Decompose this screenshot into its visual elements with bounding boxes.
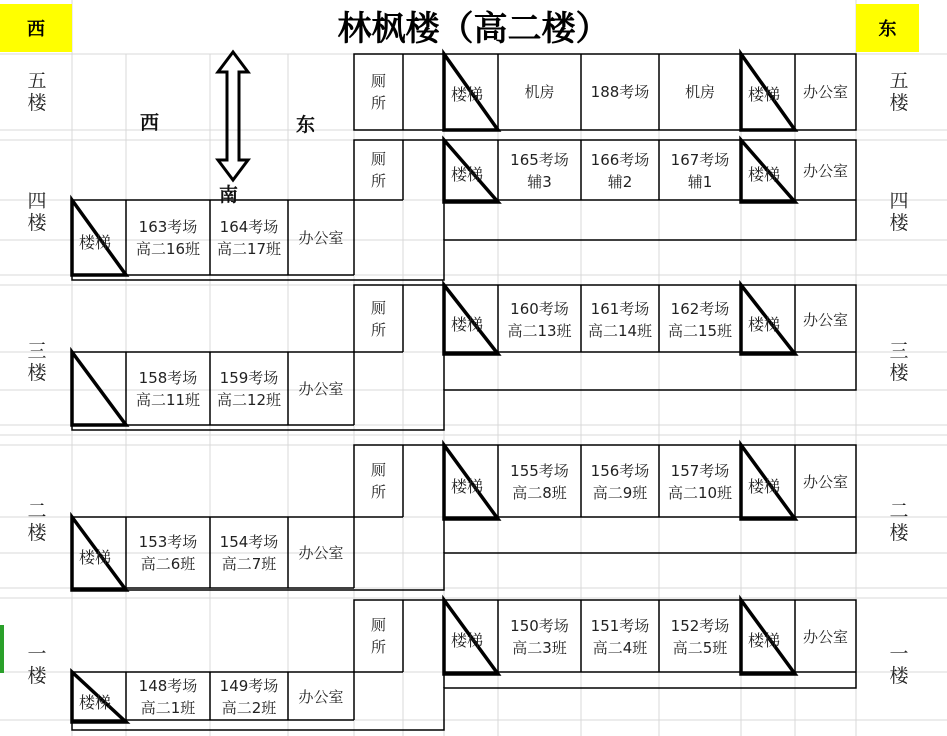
room-4f-e3: 167考场 辅1 — [670, 151, 730, 191]
room-2f-e1: 155考场 高二8班 — [510, 462, 569, 502]
stairs-label: 楼梯 — [79, 548, 112, 567]
room-3f-e3: 162考场 高二15班 — [667, 299, 733, 340]
office: 办公室 — [802, 473, 848, 491]
room-3f-w1: 158考场 高二11班 — [135, 368, 201, 409]
east-tag: 东 — [856, 4, 919, 52]
west-tag: 西 — [0, 4, 72, 52]
toilet: 厕 所 — [370, 150, 386, 190]
floor-label-1-left: 一 楼 — [27, 643, 47, 687]
office: 办公室 — [298, 543, 344, 562]
room-2f-w1: 153考场 高二6班 — [138, 532, 198, 573]
toilet: 厕 所 — [370, 616, 386, 656]
office: 办公室 — [298, 379, 344, 398]
office: 办公室 — [802, 628, 848, 646]
stairs-label: 楼梯 — [451, 631, 484, 650]
floor-label-4-right: 四 楼 — [889, 190, 909, 234]
direction-arrow-icon — [218, 52, 248, 180]
stairs-label: 楼梯 — [748, 631, 781, 650]
floor-label-2-right: 二 楼 — [889, 500, 909, 544]
compass-south: 南 — [219, 184, 239, 206]
room-3f-w2: 159考场 高二12班 — [216, 368, 282, 409]
room-1f-w2: 149考场 高二2班 — [219, 677, 279, 717]
stairs-label: 楼梯 — [748, 315, 781, 334]
room-1f-e3: 152考场 高二5班 — [670, 617, 730, 657]
floor-label-1-right: 一 楼 — [889, 643, 909, 687]
floor-label-2-left: 二 楼 — [27, 500, 47, 544]
compass-west: 西 — [140, 112, 160, 134]
stairs-label: 楼梯 — [451, 477, 484, 496]
room-4f-w2: 164考场 高二17班 — [216, 217, 282, 258]
selection-edge-marker — [0, 625, 4, 673]
room-5f-2: 188考场 — [590, 83, 650, 101]
stairs-label: 楼梯 — [451, 315, 484, 334]
stairs-label: 楼梯 — [748, 165, 781, 184]
office: 办公室 — [802, 162, 848, 180]
stairs-label: 楼梯 — [451, 85, 484, 104]
floor-label-3-right: 三 楼 — [889, 340, 909, 384]
stairs-triangle — [72, 352, 126, 425]
floor-label-5-left: 五 楼 — [27, 70, 47, 114]
room-2f-e3: 157考场 高二10班 — [667, 462, 733, 502]
room-1f-e1: 150考场 高二3班 — [510, 617, 569, 657]
toilet: 厕 所 — [370, 298, 386, 339]
floor-label-4-left: 四 楼 — [27, 190, 47, 234]
room-2f-e2: 156考场 高二9班 — [590, 462, 650, 502]
office: 办公室 — [802, 83, 848, 101]
stairs-label: 楼梯 — [79, 233, 112, 252]
office: 办公室 — [298, 688, 344, 706]
room-1f-w1: 148考场 高二1班 — [138, 677, 198, 717]
room-4f-e1: 165考场 辅3 — [510, 151, 569, 191]
room-1f-e2: 151考场 高二4班 — [590, 617, 650, 657]
toilet: 厕 所 — [370, 72, 386, 112]
room-2f-w2: 154考场 高二7班 — [219, 532, 279, 573]
room-3f-e1: 160考场 高二13班 — [507, 299, 572, 340]
stairs-label: 楼梯 — [748, 85, 781, 104]
compass-east: 东 — [296, 114, 316, 136]
room-4f-e2: 166考场 辅2 — [590, 151, 650, 191]
room-3f-e2: 161考场 高二14班 — [587, 299, 653, 340]
toilet: 厕 所 — [370, 461, 386, 501]
stairs-label: 楼梯 — [451, 165, 484, 184]
stairs-label: 楼梯 — [748, 477, 781, 496]
page-title: 林枫楼（高二楼） — [337, 9, 610, 49]
office: 办公室 — [298, 228, 344, 247]
floor-label-5-right: 五 楼 — [889, 70, 909, 114]
room-5f-3: 机房 — [684, 83, 715, 101]
room-4f-w1: 163考场 高二16班 — [135, 217, 201, 258]
stairs-label: 楼梯 — [79, 693, 112, 712]
floor-label-3-left: 三 楼 — [27, 340, 47, 384]
room-5f-1: 机房 — [524, 83, 555, 101]
office: 办公室 — [802, 310, 848, 329]
